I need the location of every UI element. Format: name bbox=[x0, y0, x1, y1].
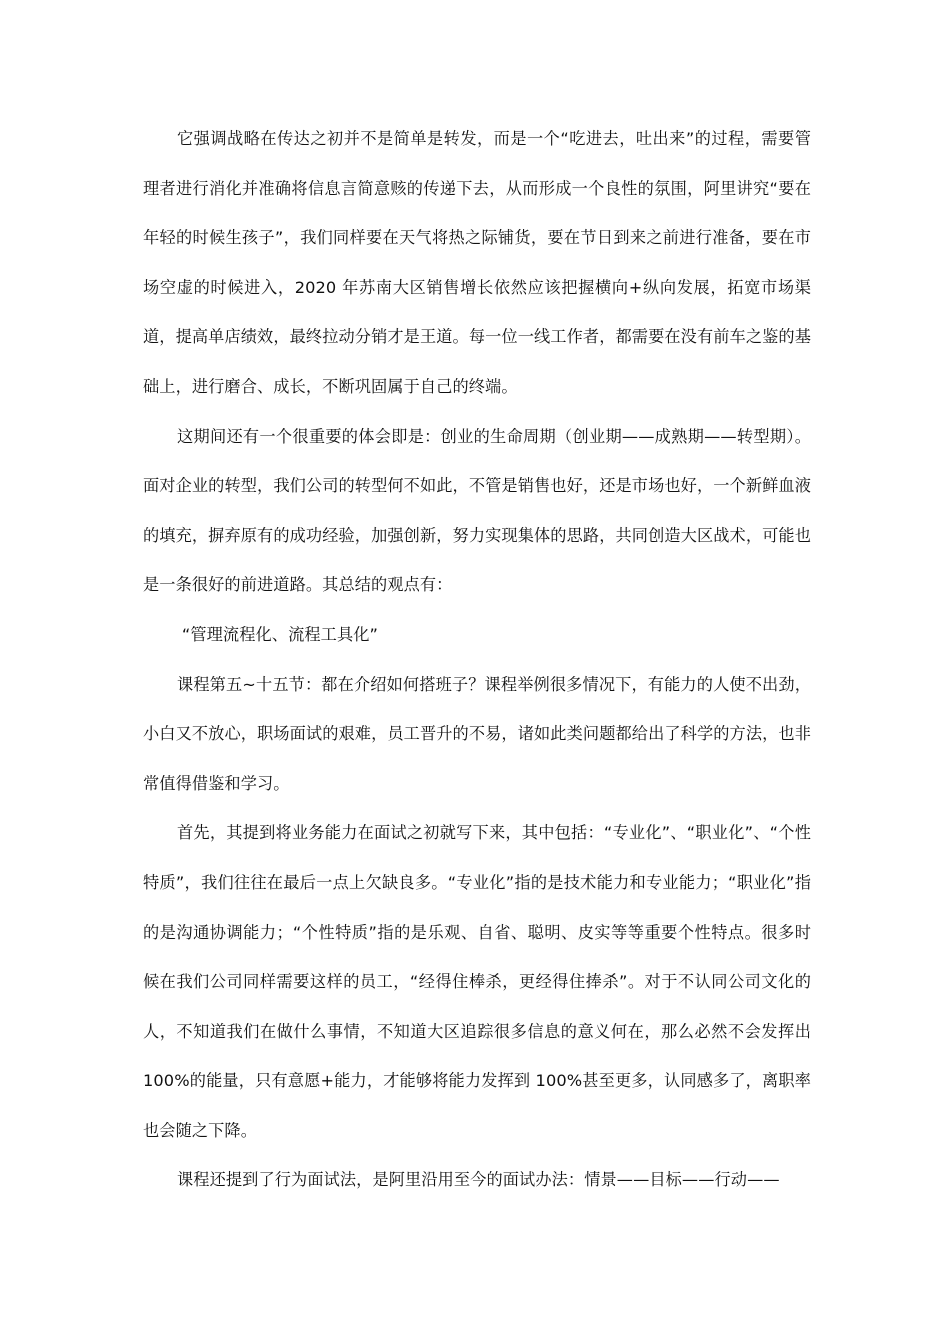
paragraph-team-building: 课程第五~十五节：都在介绍如何搭班子？课程举例很多情况下，有能力的人使不出劲，小白又不放心，职场面试的艰难，员工晋升的不易，诸如此类问题都给出了科学的方法，也非常值得借鉴和学习。 bbox=[143, 674, 811, 793]
paragraph-strategy-communication: 它强调战略在传达之初并不是简单是转发，而是一个“吃进去，吐出来”的过程，需要管理者进行消化并准确将信息言简意赅的传递下去，从而形成一个良性的氛围，阿里讲究“要在年轻的时候生孩子”，我们同样要在天气将热之际铺货，要在节日到来之前进行准备，要在市场空虚的时候进入，2020 年苏南大区销售增长依然应该把握横向+纵向发展，拓宽市场渠道，提高单店绩效，最终拉动分销才是王道。每一位一线工作者，都需要在没有前车之鉴的基础上，进行磨合、成长，不断巩固属于自己的终端。 bbox=[143, 129, 811, 396]
paragraph-management-quote: “管理流程化、流程工具化” bbox=[181, 624, 379, 644]
paragraph-interview-abilities: 首先，其提到将业务能力在面试之初就写下来，其中包括：“专业化”、“职业化”、“个性特质”，我们往往在最后一点上欠缺良多。“专业化”指的是技术能力和专业能力；“职业化”指的是沟通协调能力；“个性特质”指的是乐观、自省、聪明、皮实等等重要个性特点。很多时候在我们公司同样需要这样的员工，“经得住棒杀，更经得住捧杀”。对于不认同公司文化的人，不知道我们在做什么事情，不知道大区追踪很多信息的意义何在，那么必然不会发挥出 100%的能量，只有意愿+能力，才能够将能力发挥到 100%甚至更多，认同感多了，离职率也会随之下降。 bbox=[143, 823, 811, 1140]
paragraph-business-lifecycle: 这期间还有一个很重要的体会即是：创业的生命周期（创业期——成熟期——转型期）。面对企业的转型，我们公司的转型何不如此，不管是销售也好，还是市场也好，一个新鲜血液的填充，摒弃原有的成功经验，加强创新，努力实现集体的思路，共同创造大区战术，可能也是一条很好的前进道路。其总结的观点有： bbox=[143, 426, 811, 595]
paragraph-behavioral-interview: 课程还提到了行为面试法，是阿里沿用至今的面试办法：情景——目标——行动—— bbox=[177, 1170, 780, 1190]
document-body bbox=[143, 114, 811, 1205]
